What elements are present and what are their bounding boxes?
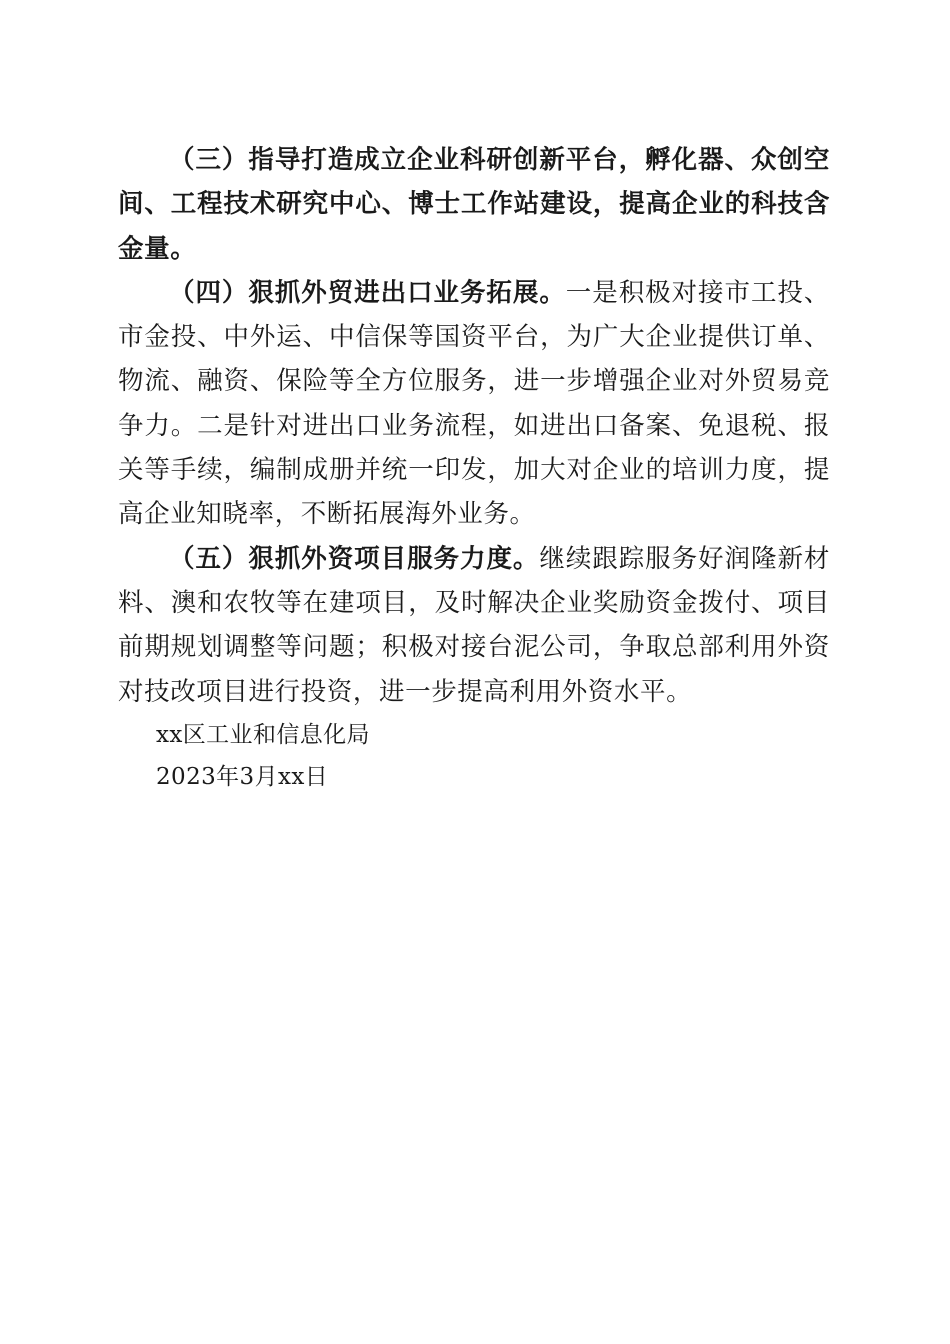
- paragraph-section-4-lead: （四）狠抓外贸进出口业务拓展。: [169, 277, 566, 308]
- paragraph-section-3: [118, 138, 830, 271]
- signature-organization: xx区工业和信息化局: [156, 721, 370, 748]
- signature-date: 2023年3月xx日: [156, 763, 329, 790]
- paragraph-section-3-lead: （三）指导打造成立企业科研创新平台，孵化器、众创空间、工程技术研究中心、博士工作站建设，提高企业的科技含金量。: [118, 145, 830, 264]
- paragraph-section-4-body: 一是积极对接市工投、市金投、中外运、中信保等国资平台，为广大企业提供订单、物流、融资、保险等全方位服务，进一步增强企业对外贸易竞争力。二是针对进出口业务流程，如进出口备案、免退税、报关等手续，编制成册并统一印发，加大对企业的培训力度，提高企业知晓率，不断拓展海外业务。: [118, 277, 830, 530]
- paragraph-section-5-lead: （五）狠抓外资项目服务力度。: [169, 543, 540, 574]
- paragraph-section-5: [118, 537, 830, 714]
- paragraph-section-4: [118, 271, 830, 537]
- paragraph-section-5-body: 继续跟踪服务好润隆新材料、澳和农牧等在建项目，及时解决企业奖励资金拨付、项目前期规划调整等问题；积极对接台泥公司，争取总部利用外资对技改项目进行投资，进一步提高利用外资水平。: [118, 543, 830, 707]
- document-body: [118, 138, 830, 798]
